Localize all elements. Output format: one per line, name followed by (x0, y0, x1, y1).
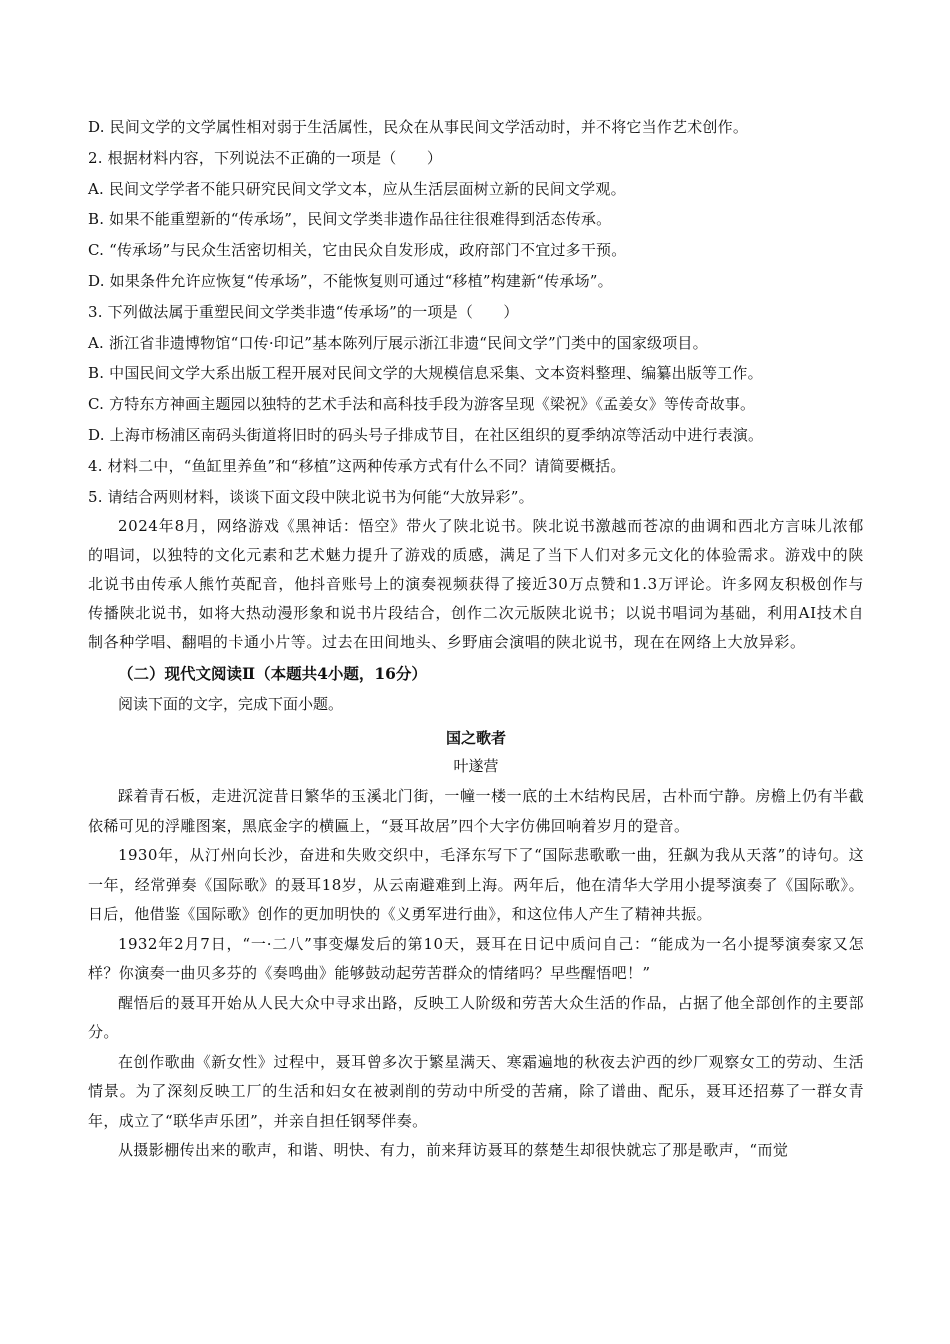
question-3-stem: 3. 下列做法属于重塑民间文学类非遗“传承场”的一项是（ ） (88, 302, 519, 321)
article-paragraph-1: 踩着青石板，走进沉淀昔日繁华的玉溪北门街，一幢一楼一底的土木结构民居，古朴而宁静。房檐上仍有半截依稀可见的浮雕图案，黑底金字的横匾上，“聂耳故居”四个大字仿佛回响着岁月的跫音。 (88, 787, 864, 835)
article-paragraph-2: 1930年，从汀州向长沙，奋进和失败交织中，毛泽东写下了“国际悲歌歌一曲，狂飙为我从天落”的诗句。这一年，经常弹奏《国际歌》的聂耳18岁，从云南避难到上海。两年后，他在清华大学用小提琴演奏了《国际歌》。日后，他借鉴《国际歌》创作的更加明快的《义勇军进行曲》，和这位伟人产生了精神共振。 (88, 846, 864, 924)
question-3-option-a: A. 浙江省非遗博物馆“口传·印记”基本陈列厅展示浙江非遗“民间文学”门类中的国家级项目。 (88, 333, 708, 352)
question-5-passage: 2024年8月，网络游戏《黑神话：悟空》带火了陕北说书。陕北说书激越而苍凉的曲调和西北方言味儿浓郁的唱词，以独特的文化元素和艺术魅力提升了游戏的质感，满足了当下人们对多元文化的体验需求。游戏中的陕北说书由传承人熊竹英配音，他抖音账号上的演奏视频获得了接近30万点赞和1.3万评论。许多网友积极创作与传播陕北说书，如将大热动漫形象和说书片段结合，创作二次元版陕北说书；以说书唱词为基础，利用AI技术自制各种学唱、翻唱的卡通小片等。过去在田间地头、乡野庙会演唱的陕北说书，现在在网络上大放异彩。 (88, 517, 864, 652)
question-4-stem: 4. 材料二中，“鱼缸里养鱼”和“移植”这两种传承方式有什么不同？请简要概括。 (88, 456, 626, 475)
question-2-option-a: A. 民间文学学者不能只研究民间文学文本，应从生活层面树立新的民间文学观。 (88, 179, 626, 198)
article-title: 国之歌者 (445, 729, 506, 748)
exam-page (88, 112, 864, 1166)
question-5-stem: 5. 请结合两则材料，谈谈下面文段中陕北说书为何能“大放异彩”。 (88, 487, 534, 506)
question-2-option-d: D. 如果条件允许应恢复“传承场”，不能恢复则可通过“移植”构建新“传承场”。 (88, 271, 613, 290)
article-author: 叶遂营 (453, 757, 499, 776)
question-3-option-c: C. 方特东方神画主题园以独特的艺术手法和高科技手段为游客呈现《梁祝》《孟姜女》等传奇故事。 (88, 395, 756, 414)
section-heading: （二）现代文阅读Ⅱ（本题共4小题，16分） (118, 664, 427, 684)
question-2-option-b: B. 如果不能重塑新的“传承场”，民间文学类非遗作品往往很难得到活态传承。 (88, 210, 612, 229)
question-2-stem: 2. 根据材料内容，下列说法不正确的一项是（ ） (88, 148, 443, 167)
question-2-option-c: C. “传承场”与民众生活密切相关，它由民众自发形成，政府部门不宜过多干预。 (88, 241, 627, 260)
question-3-option-b: B. 中国民间文学大系出版工程开展对民间文学的大规模信息采集、文本资料整理、编纂出版等工作。 (88, 364, 763, 383)
q1-option-d: D. 民间文学的文学属性相对弱于生活属性，民众在从事民间文学活动时，并不将它当作艺术创作。 (88, 118, 749, 136)
article-paragraph-5: 在创作歌曲《新女性》过程中，聂耳曾多次于繁星满天、寒霜遍地的秋夜去沪西的纱厂观察女工的劳动、生活情景。为了深刻反映工厂的生活和妇女在被剥削的劳动中所受的苦痛，除了谱曲、配乐，聂耳还招募了一群女青年，成立了“联华声乐团”，并亲自担任钢琴伴奏。 (88, 1052, 864, 1130)
article-paragraph-4: 醒悟后的聂耳开始从人民大众中寻求出路，反映工人阶级和劳苦大众生活的作品，占据了他全部创作的主要部分。 (88, 993, 864, 1042)
article-paragraph-3: 1932年2月7日，“一·二八”事变爆发后的第10天，聂耳在日记中质问自己：“能成为一名小提琴演奏家又怎样？你演奏一曲贝多芬的《奏鸣曲》能够鼓动起劳苦群众的情绪吗？早些醒悟吧！” (88, 934, 864, 983)
question-3-option-d: D. 上海市杨浦区南码头街道将旧时的码头号子排成节目，在社区组织的夏季纳凉等活动中进行表演。 (88, 425, 764, 444)
article-paragraph-6: 从摄影棚传出来的歌声，和谐、明快、有力，前来拜访聂耳的蔡楚生却很快就忘了那是歌声，“而觉 (118, 1141, 789, 1160)
section-instruction: 阅读下面的文字，完成下面小题。 (118, 695, 344, 714)
